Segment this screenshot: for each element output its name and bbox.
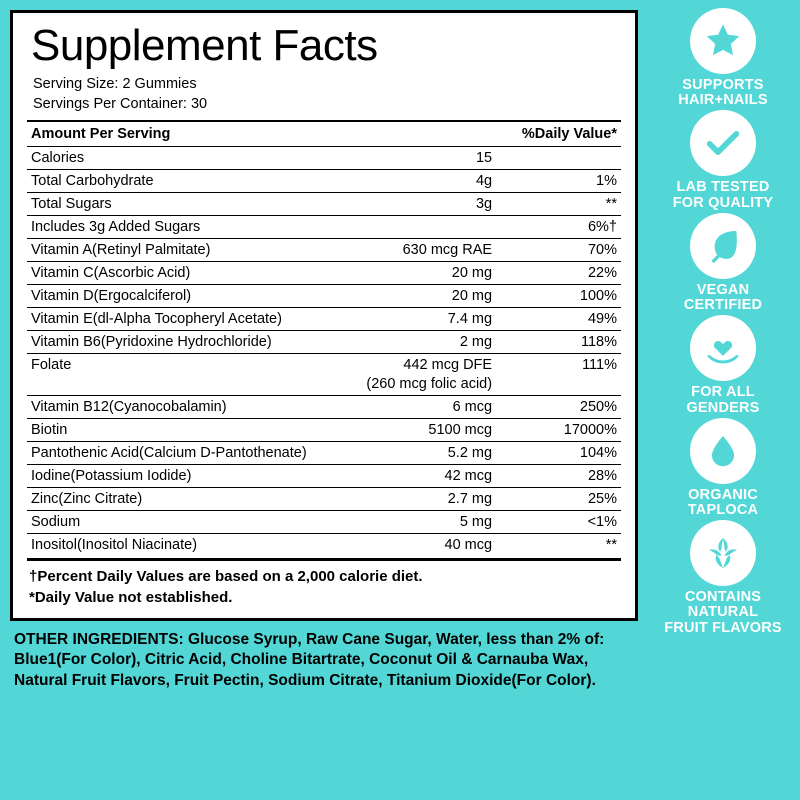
nutrient-name: Includes 3g Added Sugars <box>27 216 360 239</box>
nutrient-dv: ** <box>514 534 621 557</box>
star-icon <box>703 21 743 61</box>
serving-size: Serving Size: 2 Gummies <box>33 76 197 93</box>
badge-for-all-genders <box>650 315 796 415</box>
nutrient-name: Inositol(Inositol Niacinate) <box>27 534 360 557</box>
nutrient-amount: 5 mg <box>360 511 514 534</box>
nutrient-amount: 7.4 mg <box>360 308 514 331</box>
other-ingredients-text: Glucose Syrup, Raw Cane Sugar, Water, less than 2% of: Blue1(For Color), Citric Acid, Choline Bitartrate, Coconut Oil & Carnauba Wax, Natural Fruit Flavors, Fruit Pectin, Sodium Citrate, Titanium Dioxide(For Color). <box>14 630 605 689</box>
nutrient-subnote: (260 mcg folic acid) <box>366 376 493 393</box>
table-row <box>27 419 621 442</box>
nutrient-dv: 111% <box>514 354 621 377</box>
nutrient-name: Total Carbohydrate <box>27 170 360 193</box>
footnotes <box>27 558 621 608</box>
table-row <box>27 216 621 239</box>
header-daily-value: %Daily Value* <box>514 121 621 147</box>
badge-line2: TAPLOCA <box>687 501 759 518</box>
nutrient-amount: 630 mcg RAE <box>360 239 514 262</box>
nutrient-amount: 5100 mcg <box>360 419 514 442</box>
flower-icon <box>703 533 743 573</box>
table-row <box>27 354 621 377</box>
nutrient-dv: ** <box>514 193 621 216</box>
footnote-not-established: *Daily Value not established. <box>29 588 233 606</box>
badge-line1: LAB TESTED <box>676 179 770 196</box>
nutrient-dv: 1% <box>514 170 621 193</box>
nutrient-dv <box>514 147 621 170</box>
badge-line2: HAIR+NAILS <box>678 92 768 109</box>
servings-per-container: Servings Per Container: 30 <box>33 95 208 112</box>
table-row <box>27 534 621 557</box>
nutrient-amount: 20 mg <box>360 285 514 308</box>
nutrient-dv: 25% <box>514 488 621 511</box>
table-row <box>27 170 621 193</box>
badge-natural-fruit-flavors <box>650 520 796 636</box>
badge-vegan-certified <box>650 213 796 313</box>
check-icon <box>703 123 743 163</box>
badge-label <box>678 78 767 108</box>
table-row-subnote <box>27 376 621 396</box>
badge-line2: FOR QUALITY <box>672 194 774 211</box>
badge-line1: SUPPORTS <box>682 77 764 93</box>
nutrient-name: Vitamin A(Retinyl Palmitate) <box>27 239 360 262</box>
nutrient-name: Iodine(Potassium Iodide) <box>27 465 360 488</box>
table-row <box>27 488 621 511</box>
other-ingredients <box>14 630 640 691</box>
header-spacer <box>360 121 514 147</box>
nutrient-name: Vitamin E(dl-Alpha Tocopheryl Acetate) <box>27 308 360 331</box>
table-row <box>27 396 621 419</box>
nutrient-dv: 28% <box>514 465 621 488</box>
nutrient-name: Calories <box>27 147 360 170</box>
droplet-icon <box>704 432 742 470</box>
heart-hand-icon <box>702 327 744 369</box>
badge-icon-wrap <box>690 520 756 586</box>
badge-supports-hair-nails <box>650 8 796 108</box>
badge-line2: CERTIFIED <box>683 297 763 314</box>
page-title: Supplement Facts <box>31 21 378 70</box>
badge-icon-wrap <box>690 418 756 484</box>
leaf-icon <box>703 226 743 266</box>
nutrient-name: Total Sugars <box>27 193 360 216</box>
badge-icon-wrap <box>690 213 756 279</box>
table-row <box>27 239 621 262</box>
nutrient-name: Biotin <box>27 419 360 442</box>
table-row <box>27 511 621 534</box>
subnote-dv-spacer <box>514 376 621 396</box>
nutrient-dv: 104% <box>514 442 621 465</box>
nutrient-dv: 100% <box>514 285 621 308</box>
nutrient-amount: 4g <box>360 170 514 193</box>
nutrient-amount: 20 mg <box>360 262 514 285</box>
table-row <box>27 262 621 285</box>
table-row <box>27 193 621 216</box>
nutrient-dv: 70% <box>514 239 621 262</box>
badge-label <box>664 590 782 636</box>
nutrient-amount: 6 mcg <box>360 396 514 419</box>
badge-label <box>673 180 773 210</box>
table-row <box>27 331 621 354</box>
nutrient-dv: <1% <box>514 511 621 534</box>
nutrient-name: Vitamin B6(Pyridoxine Hydrochloride) <box>27 331 360 354</box>
nutrient-name: Zinc(Zinc Citrate) <box>27 488 360 511</box>
nutrient-amount <box>360 216 514 239</box>
nutrient-dv: 17000% <box>514 419 621 442</box>
badge-label <box>688 488 758 518</box>
nutrient-amount: 15 <box>360 147 514 170</box>
badge-label <box>684 283 762 313</box>
nutrient-name: Vitamin B12(Cyanocobalamin) <box>27 396 360 419</box>
subnote-spacer <box>27 376 360 396</box>
nutrient-name: Sodium <box>27 511 360 534</box>
nutrient-amount: 40 mcg <box>360 534 514 557</box>
table-header-row <box>27 121 621 147</box>
badge-icon-wrap <box>690 110 756 176</box>
badge-line1: VEGAN <box>696 281 750 298</box>
badges-column <box>646 0 800 800</box>
badge-icon-wrap <box>690 315 756 381</box>
nutrient-amount: 42 mcg <box>360 465 514 488</box>
nutrient-amount: 442 mcg DFE <box>360 354 514 377</box>
nutrient-amount: 5.2 mg <box>360 442 514 465</box>
nutrient-amount: 2 mg <box>360 331 514 354</box>
nutrient-name: Pantothenic Acid(Calcium D-Pantothenate) <box>27 442 360 465</box>
badge-organic-taploca <box>650 418 796 518</box>
nutrient-dv: 6%† <box>514 216 621 239</box>
nutrient-dv: 118% <box>514 331 621 354</box>
nutrient-dv: 250% <box>514 396 621 419</box>
table-row <box>27 308 621 331</box>
table-row <box>27 285 621 308</box>
supplement-facts-panel <box>10 10 638 621</box>
badge-label <box>686 385 759 415</box>
header-amount-per-serving: Amount Per Serving <box>27 121 360 147</box>
table-row <box>27 465 621 488</box>
nutrient-amount: 2.7 mg <box>360 488 514 511</box>
nutrient-name: Folate <box>27 354 360 377</box>
table-row <box>27 442 621 465</box>
table-row <box>27 147 621 170</box>
badge-line3: FRUIT FLAVORS <box>664 619 782 636</box>
nutrient-name: Vitamin C(Ascorbic Acid) <box>27 262 360 285</box>
badge-line1: CONTAINS <box>684 589 762 606</box>
other-ingredients-label: OTHER INGREDIENTS: <box>14 630 184 648</box>
nutrient-dv: 22% <box>514 262 621 285</box>
nutrient-name: Vitamin D(Ergocalciferol) <box>27 285 360 308</box>
badge-line1: FOR ALL <box>691 384 755 401</box>
badge-icon-wrap <box>690 8 756 74</box>
nutrient-dv: 49% <box>514 308 621 331</box>
badge-line1: ORGANIC <box>688 486 758 503</box>
nutrition-table <box>27 120 621 556</box>
badge-line2: GENDERS <box>686 399 760 416</box>
footnote-daily-values: †Percent Daily Values are based on a 2,000 calorie diet. <box>29 568 423 586</box>
badge-line2: NATURAL <box>687 604 759 621</box>
nutrient-amount: 3g <box>360 193 514 216</box>
badge-lab-tested <box>650 110 796 210</box>
